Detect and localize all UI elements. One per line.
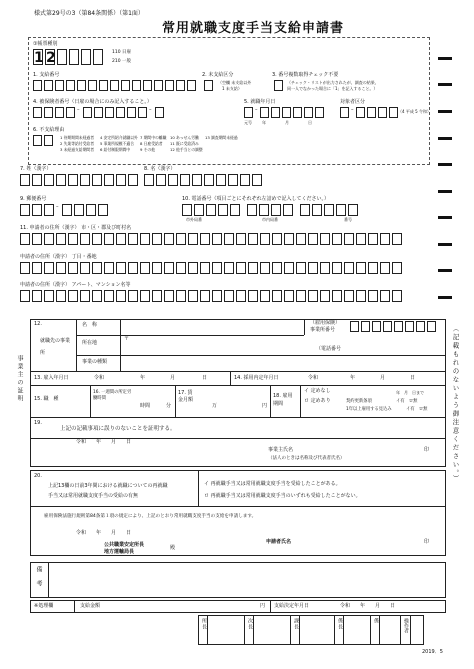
hire-date-unit: 日	[202, 375, 208, 381]
apply-date: 令和 年 月 日	[76, 530, 132, 536]
divider	[175, 385, 176, 417]
postal-mark: 〒	[124, 336, 130, 342]
employment-until: 年 月 日まで	[396, 390, 424, 395]
form-type-box[interactable]	[69, 49, 79, 65]
subject-year-label: 対象者区分	[340, 99, 366, 105]
offer-date-era: 令和	[308, 375, 319, 381]
divider	[30, 371, 446, 372]
decision-date-value: 令和 年 月 日	[340, 603, 396, 609]
stamp-cell-label: 所長	[201, 618, 207, 630]
renewal-options[interactable]: イ有 ロ無	[396, 399, 418, 404]
divider	[304, 319, 305, 335]
era-note: （4 平成 5 令和）	[398, 109, 431, 114]
form-type-digits	[33, 49, 103, 65]
divider	[74, 600, 75, 613]
stamp-cell-label: 操作者	[403, 618, 409, 633]
surname-label: 7. 姓（漢字）	[20, 166, 52, 172]
row19-number: 19.	[34, 420, 42, 426]
timing-mark	[438, 110, 452, 113]
timing-mark	[438, 216, 452, 219]
reason-list	[60, 135, 238, 158]
form-type-box[interactable]	[93, 49, 103, 65]
form-code: 様式第29号の3（第84条関係）（第1面）	[34, 10, 144, 17]
form-type-code-b: 210 一般	[112, 59, 132, 64]
divider	[76, 355, 446, 356]
reason-item: 3 未経過支給期間者	[60, 147, 94, 152]
phone-sub-label: 市内局番	[262, 217, 278, 222]
divider	[76, 319, 77, 371]
zip-label: 9. 郵便番号	[20, 196, 47, 202]
divider	[90, 385, 91, 417]
man-unit: 万	[212, 403, 218, 409]
hire-date-unit: 年	[140, 375, 146, 381]
divider	[370, 615, 371, 645]
hire-date-label: 13. 雇入年月日	[34, 375, 69, 381]
minutes-unit: 分	[166, 403, 172, 409]
insurance-label: （雇用保険）	[310, 320, 341, 326]
side-note: （記載もれのないよう御注意ください。）	[451, 325, 460, 484]
divider	[334, 615, 335, 645]
renewal-label: 契約更新条項	[346, 399, 372, 404]
wage-label: 17. 賃金月額	[178, 390, 194, 403]
address1-label: 11. 申請者の住所（漢字） 市・区・郡及び町村名	[20, 225, 132, 231]
addressee-suffix: 殿	[170, 545, 176, 551]
company-name-label: 名 称	[82, 322, 98, 328]
declaration-line1: 上記13欄の日前3年間における就職についての再就職	[48, 483, 168, 489]
decision-date-label: 支給決定年月日	[274, 603, 310, 609]
zip-boxes[interactable]: –	[20, 204, 108, 216]
divider	[207, 615, 208, 645]
phone-label: 10. 電話番号（項目ごとにそれぞれ左詰めで記入してください。）	[182, 196, 330, 202]
amount-yen: 円	[260, 603, 266, 609]
occupation-label: 15. 職 種	[34, 396, 59, 402]
stamp-table	[198, 615, 424, 645]
not-paid-note: （空欄 未支給以外	[218, 80, 252, 85]
form-version: 2019．5	[422, 649, 443, 655]
stamp-cell-label: 次長	[247, 618, 253, 630]
office-line2: 地方運輸局長	[104, 549, 135, 555]
phone-sub-label: 番号	[344, 217, 352, 222]
divider	[48, 562, 49, 598]
form-type-label: ①帳票種別	[33, 41, 58, 47]
form-type-digit: 2	[46, 50, 56, 66]
reason-item: 9 その他	[140, 147, 156, 152]
given-name-label: 8. 名（漢字）	[144, 166, 176, 172]
offer-date-label: 14. 採用内定年月日	[234, 375, 279, 381]
remarks-box[interactable]	[30, 562, 446, 598]
payment-no-boxes[interactable]	[33, 80, 196, 91]
divider	[290, 615, 291, 645]
owner-seal: 印	[424, 447, 430, 453]
business-type-label: 事業の種類	[82, 359, 108, 365]
reason-item: 10 あっせん労働	[170, 135, 199, 140]
row20-number: 20.	[34, 473, 42, 479]
declaration-option-a[interactable]: イ 再就職手当又は常用就職支度手当を受給したことがある。	[204, 481, 341, 487]
era-label: 日	[308, 120, 312, 125]
employment-none[interactable]: イ 定めなし	[304, 388, 331, 394]
phone-sub-label: 市外局番	[186, 217, 202, 222]
address2-boxes[interactable]	[20, 262, 402, 274]
divider	[300, 385, 301, 417]
form-type-digit: 1	[34, 50, 44, 66]
owner-name-label: 事業主氏名	[268, 447, 294, 453]
divider	[120, 319, 121, 371]
weekly-hours-label: 16. 一週間の所定労働時間	[93, 390, 132, 401]
reason-label: 6. 不支給理由	[33, 127, 65, 133]
dup-check-note: （チェック・リストが出力されたが、調査の結果、	[287, 80, 379, 85]
hours-unit: 時間	[140, 403, 151, 409]
remarks-label: 備考	[35, 566, 42, 594]
timing-mark	[438, 137, 452, 140]
reason-item: 8 日雇受給者	[140, 141, 163, 146]
company-phone-label: （電話番号	[316, 346, 342, 352]
reason-item: 4 安定所紹介就職以外	[100, 135, 138, 140]
divider	[198, 470, 199, 506]
form-type-box[interactable]	[57, 49, 67, 65]
declaration-option-b[interactable]: ロ 再就職手当又は常用就職支度手当のいずれも受給したことがない。	[204, 493, 361, 499]
reason-item: 5 事業所規模不適合	[100, 141, 134, 146]
timing-mark	[438, 83, 452, 86]
divider	[244, 615, 245, 645]
not-paid-box[interactable]	[204, 80, 213, 91]
era-label: 年	[262, 120, 266, 125]
form-title: 常用就職支度手当支給申請書	[162, 21, 345, 36]
employer-side-label: 事業主の証明	[16, 355, 23, 403]
row12-number: 12.	[34, 321, 42, 327]
hire-date-unit: 月	[170, 375, 176, 381]
era-label: 月	[285, 120, 289, 125]
divider	[299, 615, 300, 645]
reason-item: 1 待期期間未経過者	[60, 135, 94, 140]
employed-date-boxes[interactable]: –	[244, 107, 324, 118]
hire-date-era: 令和	[94, 375, 105, 381]
divider	[270, 385, 271, 417]
timing-mark	[438, 269, 452, 272]
stamp-cell-label: 課長	[293, 618, 299, 630]
address2-label: 申請者の住所（漢字） 丁目・番地	[20, 254, 97, 260]
employment-period-label: 18. 雇用期間	[273, 393, 293, 407]
apply-text: 雇用保険法施行規則第84条第１項の規定により、上記のとおり常用就職支度手当の支給を申請します。	[44, 514, 257, 519]
over-one-year-options[interactable]: イ有 ロ無	[406, 407, 428, 412]
subject-year-boxes[interactable]: –	[340, 107, 398, 118]
divider	[253, 615, 254, 645]
address3-boxes[interactable]	[20, 290, 402, 302]
divider	[270, 600, 271, 613]
reason-item: 13 調査期間未経過	[205, 135, 238, 140]
certify-text: 上記の記載事項に誤りのないことを証明する。	[60, 426, 176, 432]
employed-date-label: 5. 就職年月日	[244, 99, 276, 105]
divider	[400, 615, 401, 645]
amount-label: 支給金額	[80, 603, 101, 609]
timing-mark	[438, 296, 452, 299]
reason-item: 12 他手当との調整	[170, 147, 203, 152]
divider	[230, 371, 231, 385]
owner-name-note: （法人のときは名称及び代表者氏名）	[268, 456, 345, 461]
divider	[379, 615, 380, 645]
declaration-line2: 手当又は常用就職支度手当の受給の有無	[48, 493, 139, 499]
divider	[343, 615, 344, 645]
timing-mark	[438, 243, 452, 246]
address1-boxes[interactable]	[20, 233, 402, 245]
payment-no-label: 1. 支給番号	[33, 72, 60, 78]
processing-label: ※処理欄	[34, 603, 54, 609]
employer-label: 就職先の事業所	[40, 338, 71, 356]
dup-check-label: 3. 番号複数取得チェック不要	[272, 72, 339, 78]
not-paid-note: 1 未支給）	[222, 86, 242, 91]
address3-label: 申請者の住所（漢字） アパート、マンション名等	[20, 282, 131, 288]
stamp-cell-label: 係長	[337, 618, 343, 630]
insured-no-label: 4. 被保険者番号（日雇の場合にのみ記入すること。）	[33, 99, 152, 105]
timing-mark	[438, 163, 452, 166]
phone-boxes[interactable]	[182, 204, 358, 216]
office-no-label: 事業所番号	[310, 327, 336, 333]
given-name-boxes[interactable]	[144, 174, 262, 186]
reason-item: 11 既に受給済み	[170, 141, 199, 146]
yen-unit: 円	[262, 403, 268, 409]
reason-boxes[interactable]	[33, 135, 53, 146]
reason-item: 6 給付制限期間中	[100, 147, 131, 152]
divider	[30, 385, 446, 386]
divider	[30, 506, 446, 507]
office-line1: 公共職業安定所長	[104, 542, 145, 548]
company-location-label: 所在地	[82, 340, 98, 346]
dup-check-box[interactable]	[274, 80, 283, 91]
applicant-name-label: 申請者氏名	[266, 539, 292, 545]
dup-check-note: 同一人でなかった場合に「1」を記入すること。）	[287, 86, 378, 91]
timing-mark	[438, 57, 452, 60]
form-type-box[interactable]	[81, 49, 91, 65]
stamp-cell-label: 係	[373, 618, 379, 625]
divider	[76, 335, 304, 336]
offer-date-unit: 月	[380, 375, 386, 381]
over-one-year-label: 1年以上雇用する見込み	[346, 407, 392, 412]
offer-date-unit: 日	[410, 375, 416, 381]
form-type-code-a: 110 日雇	[112, 50, 132, 55]
era-label: 元号	[244, 120, 252, 125]
insured-no-boxes[interactable]: – –	[33, 107, 164, 118]
reason-item: 2 失業等給付受給者	[60, 141, 94, 146]
offer-date-unit: 年	[350, 375, 356, 381]
surname-boxes[interactable]	[20, 174, 138, 186]
timing-mark	[438, 190, 452, 193]
certify-date: 令和 年 月 日	[76, 439, 132, 445]
divider	[410, 615, 411, 645]
reason-item: 7 期間中の離職	[140, 135, 167, 140]
applicant-seal: 印	[424, 539, 430, 545]
not-paid-label: 2. 未支給区分	[202, 72, 234, 78]
certify-box	[30, 417, 446, 467]
employment-fixed[interactable]: ロ 定めあり	[304, 398, 331, 404]
office-no-boxes[interactable]	[350, 321, 436, 332]
